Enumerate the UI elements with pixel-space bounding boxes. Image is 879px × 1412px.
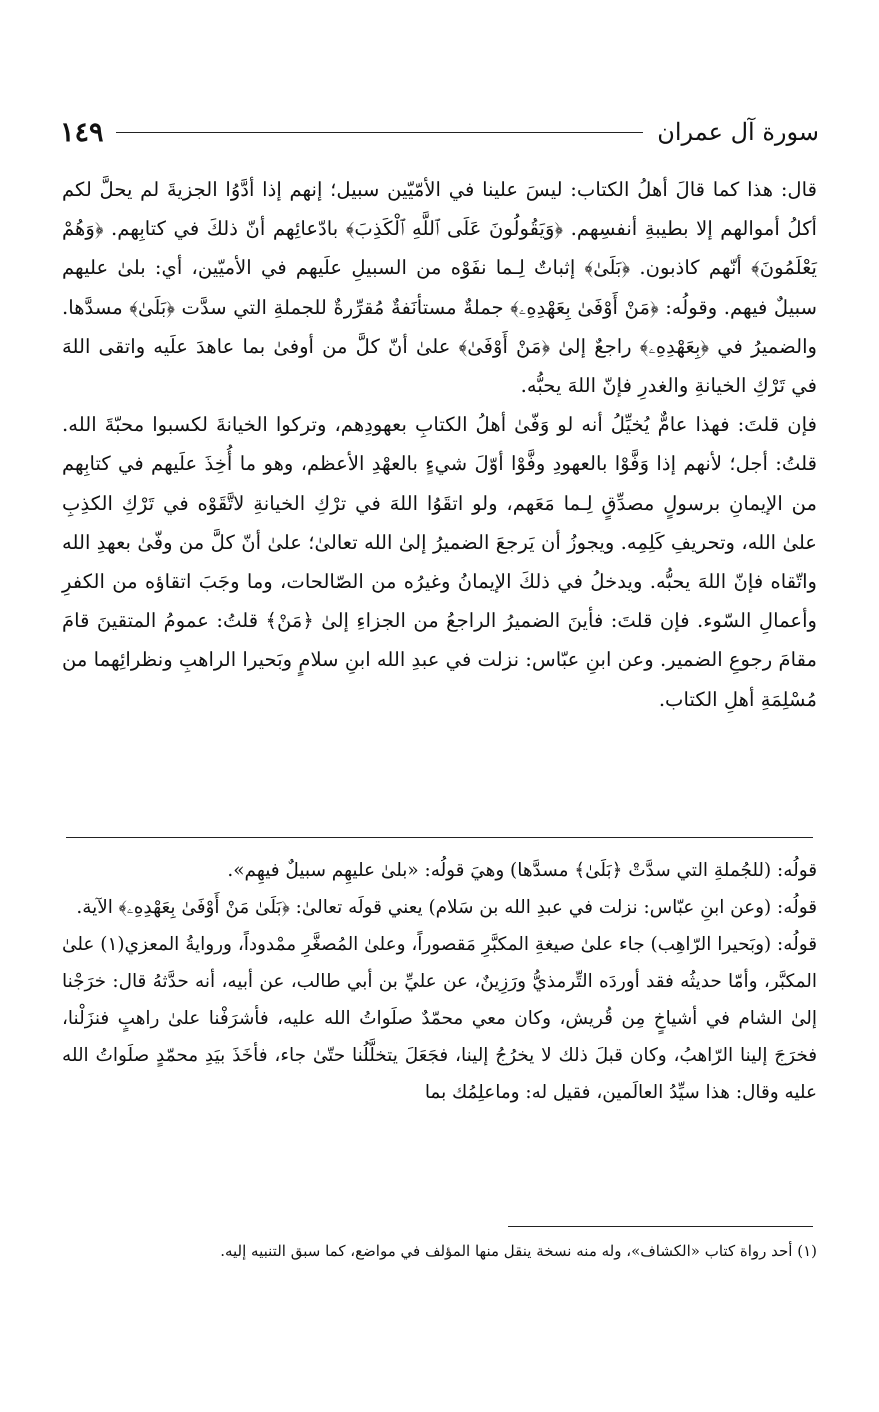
gloss-paragraph-3: قولُه: (وبَحيرا الرّاهِب) جاء علىٰ صيغةِ المكبَّرِ مَقصوراً، وعلىٰ المُصغَّرِ ممْدوداً، وروايةُ المعزي(١) علىٰ المكبَّر، وأمّا حديثُه فقد أوردَه التِّرمذيُّ ورَزِينٌ، عن عليِّ بن أبي طالب، عن أبيه، أنه حدَّثهُ قال: خرَجْنا إلىٰ الشام في أشياخٍ مِن قُريش، وكان معي محمّدٌ صلَواتُ الله عليه، فأشرَفْنا علىٰ راهبٍ فنزَلْنا، فخرَجَ إلينا الرّاهبُ، وكان قبلَ ذلك لا يخرُجُ إلينا، فجَعَلَ يتخلَّلُنا حتّىٰ جاء، فأخَذَ بيَدِ محمّدٍ صلَواتُ الله عليه وقال: هذا سيِّدُ العالَمين، فقيل له: وماعلِمُك بما (62, 934, 817, 1103)
main-paragraph-2: فإن قلتَ: فهذا عامٌّ يُخيِّلُ أنه لو وَفّىٰ أهلُ الكتابِ بعهودِهم، وتركوا الخيانةَ لكسبوا محبّةَ الله. قلتُ: أجل؛ لأنهم إذا وَفَّوْا بالعهودِ وفَّوْا أوّلَ شيءٍ بالعهْدِ الأعظم، وهو ما أُخِذَ علَيهم في كتابِهم من الإيمانِ برسولٍ مصدِّقٍ لِـما مَعَهم، ولو اتقَوُا اللهَ في ترْكِ الخيانةِ لاتَّقَوْه في تَرْكِ الكذِبِ علىٰ الله، وتحريفِ كَلِمِه. ويجوزُ أن يَرجعَ الضميرُ إلىٰ الله تعالىٰ؛ علىٰ أنّ كلَّ من وفّىٰ بعهدِ الله واتّقاه فإنّ اللهَ يحبُّه. ويدخلُ في ذلكَ الإيمانُ وغيرُه من الصّالحات، وما وجَبَ اتقاؤه من الكفرِ وأعمالِ السّوء. فإن قلتَ: فأينَ الضميرُ الراجعُ من الجزاءِ إلىٰ ﴿مَنْ﴾ قلتُ: عمومُ المتقينَ قامَ مقامَ رجوعِ الضمير. وعن ابنِ عبّاس: نزلت في عبدِ الله ابنِ سلامٍ وبَحيرا الراهبِ ونظرائِهما من مُسْلِمَةِ أهلِ الكتاب. (62, 413, 817, 711)
footnote: (١) أحد رواة كتاب «الكشاف»، وله منه نسخة ينقل منها المؤلف في مواضع، كما سبق التنبيه إليه. (220, 1242, 817, 1260)
gloss-paragraph-2: قولُه: (وعن ابنِ عبّاس: نزلت في عبدِ الله بن سَلام) يعني قولَه تعالىٰ: ﴿بَلَىٰ مَنْ أَوْفَىٰ بِعَهْدِهِۦ﴾ الآية. (76, 897, 817, 918)
main-paragraph-1: قال: هذا كما قالَ أهلُ الكتاب: ليسَ علينا في الأمّيّين سبيل؛ إنهم إذا أدَّوُا الجزيةَ لم يحلَّ لكم أكلُ أموالهم إلا بطيبةِ أنفسِهم. ﴿وَيَقُولُونَ عَلَى ٱللَّهِ ٱلْكَذِبَ﴾ بادّعائِهم أنّ ذلكَ في كتابِهم. ﴿وَهُمْ يَعْلَمُونَ﴾ أنّهم كاذبون. ﴿بَلَىٰ﴾ إثباتٌ لِـما نفَوْه من السبيلِ علَيهم في الأميّين، أي: بلىٰ عليهم سبيلٌ فيهم. وقولُه: ﴿مَنْ أَوْفَىٰ بِعَهْدِهِۦ﴾ جملةٌ مستأنَفةٌ مُقرِّرةٌ للجملةِ التي سدَّت ﴿بَلَىٰ﴾ مسدَّها. والضميرُ في ﴿بِعَهْدِهِۦ﴾ راجعٌ إلىٰ ﴿مَنْ أَوْفَىٰ﴾ علىٰ أنّ كلَّ من أوفىٰ بما عاهدَ علَيه واتقى اللهَ في تَرْكِ الخيانةِ والغدرِ فإنّ اللهَ يحبُّه. (62, 178, 817, 398)
gloss-paragraph-1: قولُه: (للجُملةِ التي سدَّتْ ﴿بَلَىٰ﴾ مسدَّها) وهيَ قولُه: «بلىٰ عليهِم سبيلٌ فيهِم». (227, 860, 817, 881)
running-title: سورة آل عمران (657, 118, 819, 146)
footnote-divider (508, 1226, 813, 1227)
main-commentary (62, 170, 817, 719)
page-header (60, 112, 819, 152)
page-number: ١٤٩ (60, 116, 104, 148)
gloss-commentary (62, 852, 817, 1111)
header-rule (116, 132, 644, 133)
section-divider (66, 837, 813, 838)
